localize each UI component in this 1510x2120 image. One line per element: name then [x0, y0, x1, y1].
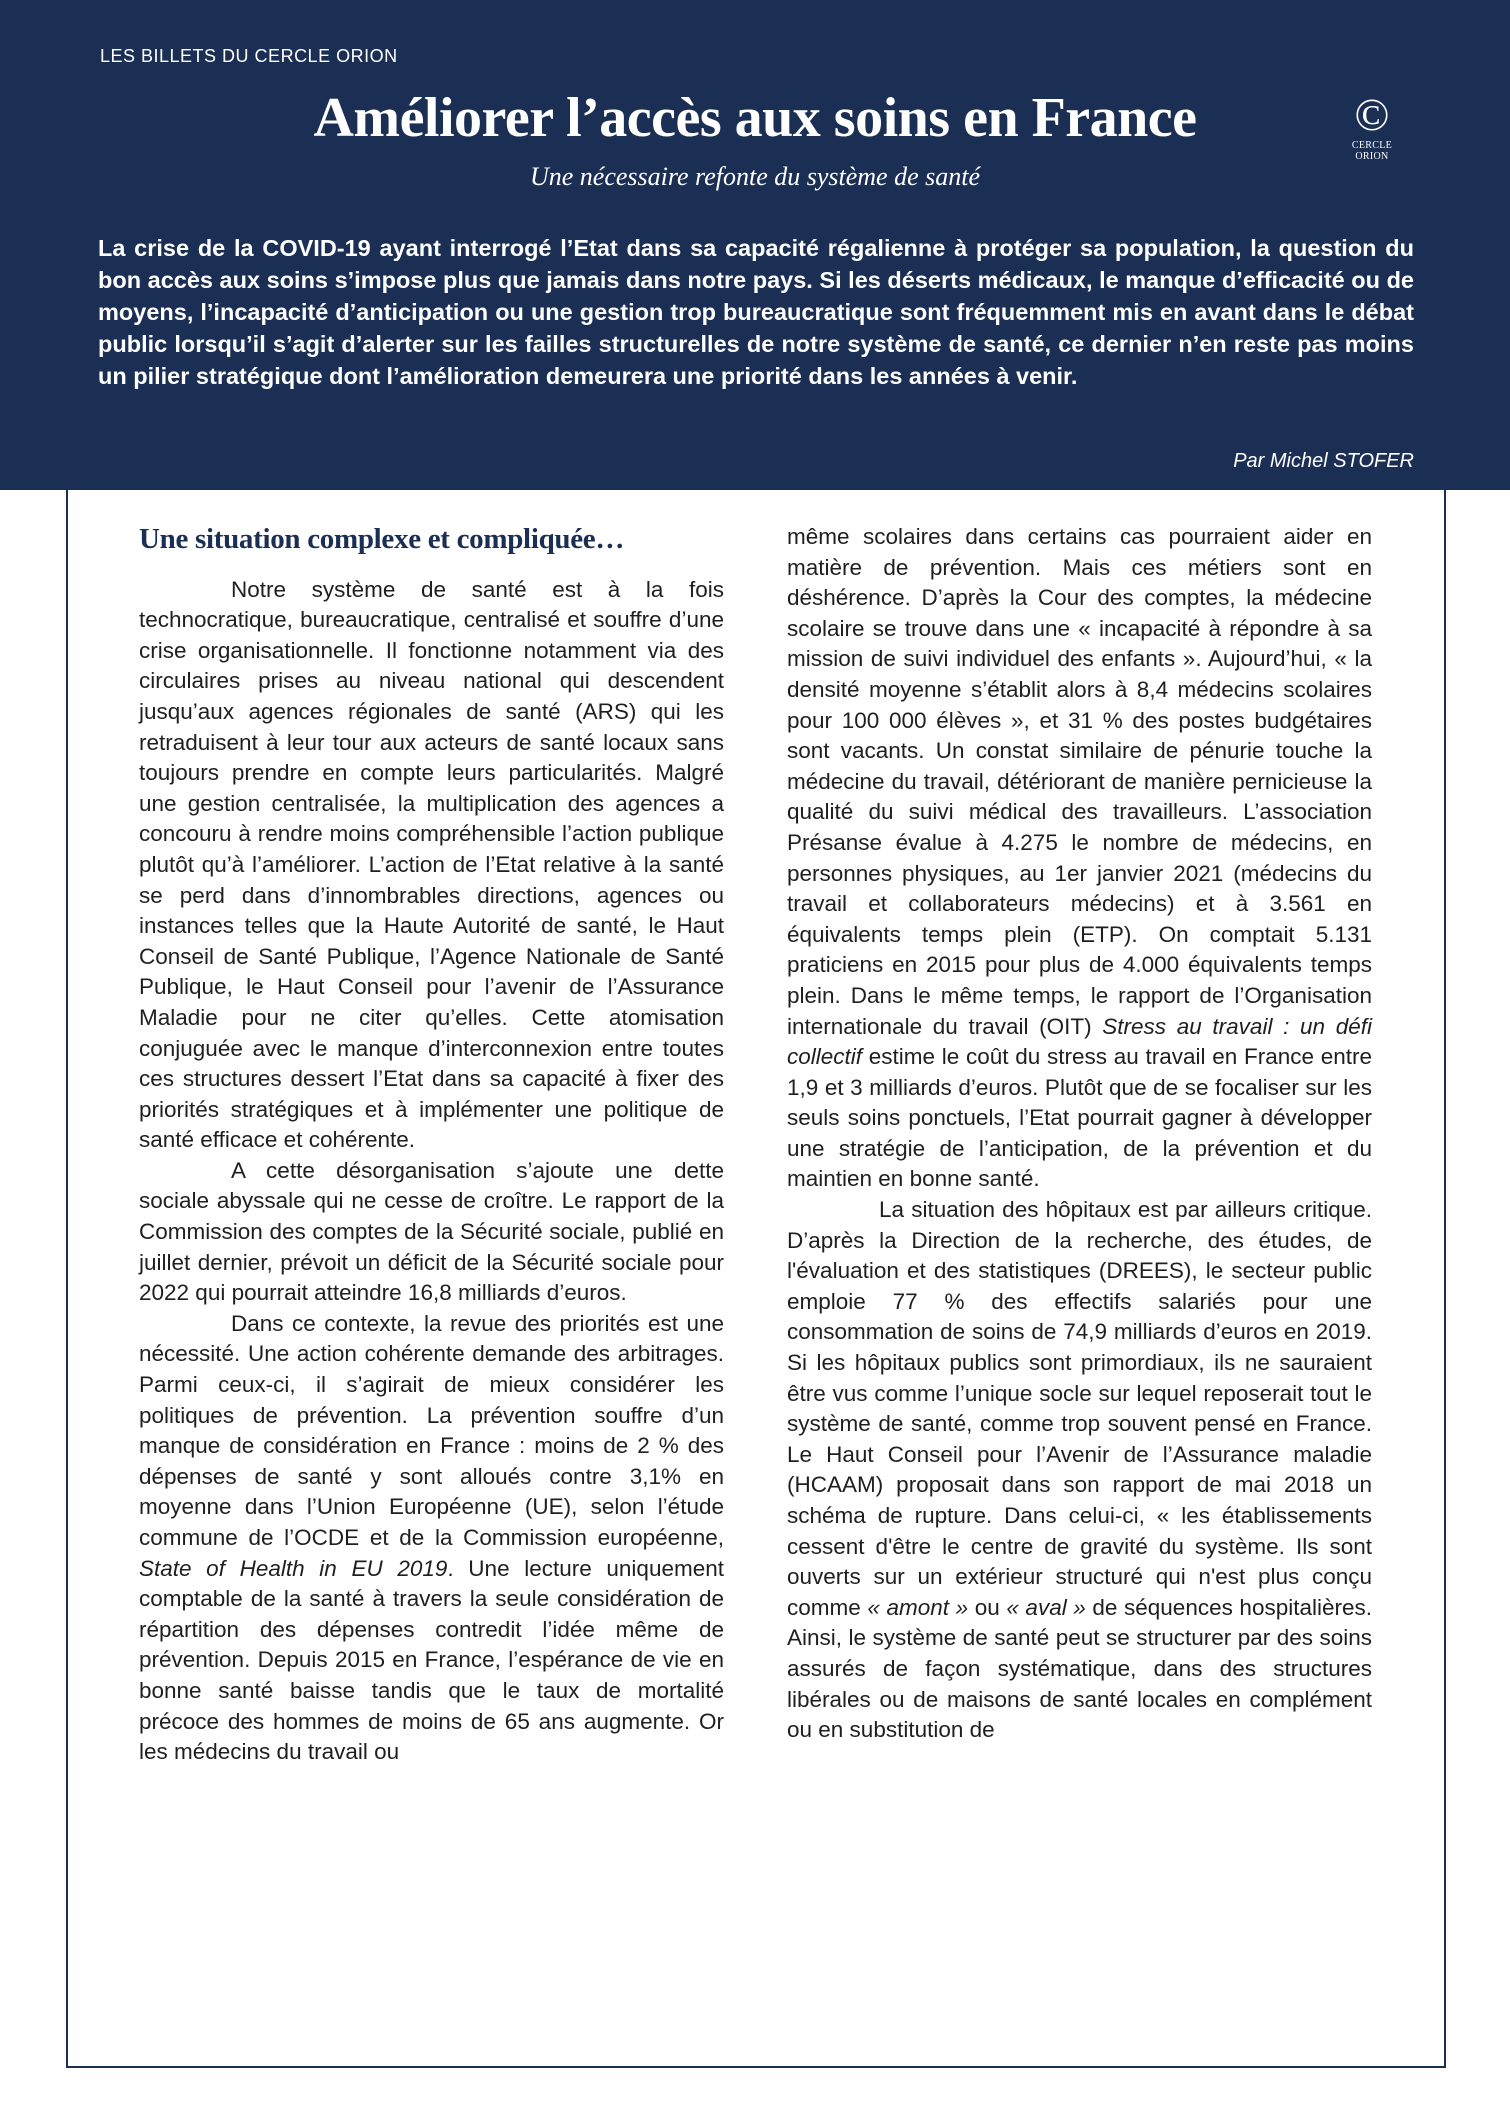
author-byline: Par Michel STOFER: [1233, 450, 1414, 472]
paragraph: [787, 522, 1372, 1195]
page-subtitle: Une nécessaire refonte du système de santé: [529, 162, 981, 191]
emphasis: « aval »: [1006, 1594, 1086, 1620]
paragraph: [787, 1195, 1372, 1746]
logo-mark-icon: ©: [1354, 89, 1390, 140]
text-run: . Une lecture uniquement comptable de la santé à travers la seule considération de répartition des dépenses contredit l’idée même de prévention. Depuis 2015 en France, l’espérance de vie en bonne santé baisse tandis que le taux de mortalité précoce des hommes de moins de 65 ans augmente. Or les médecins du travail ou: [139, 1555, 724, 1765]
report-title: State of Health in EU 2019: [139, 1555, 448, 1581]
paragraph: Notre système de santé est à la fois technocratique, bureaucratique, centralisé et souffre d’une crise organisationnelle. Il fonctionne notamment via des circulaires prises au niveau national qui descendent jusqu’aux agences régionales de santé (ARS) qui les retraduisent à leur tour aux acteurs de santé locaux sans toujours prendre en compte leurs particularités. Malgré une gestion centralisée, la multiplication des agences a concouru à rendre moins compréhensible l’action publique plutôt qu’à l’améliorer. L’action de l’Etat relative à la santé se perd dans d’innombrables directions, agences ou instances telles que la Haute Autorité de santé, le Haut Conseil de Santé Publique, l’Agence Nationale de Santé Publique, le Haut Conseil pour l’avenir de l’Assurance Maladie pour ne citer qu’elles. Cette atomisation conjuguée avec le manque d’interconnexion entre toutes ces structures dessert l’Etat dans sa capacité à fixer des priorités stratégiques et à implémenter une politique de santé efficace et cohérente.: [139, 576, 724, 1153]
text-run: de séquences hospitalières. Ainsi, le système de santé peut se structurer par des soins assurés de façon systématique, dans des structures libérales ou de maisons de santé locales en complément ou en substitution de: [787, 1594, 1373, 1743]
text-run: estime le coût du stress au travail en France entre 1,9 et 3 milliards d’euros. Plutôt que de se focaliser sur les seuls soins ponctuels, l’Etat pourrait gagner à développer une stratégie de l’anticipation, de la prévention et du maintien en bonne santé.: [787, 1044, 1372, 1192]
text-run: Dans ce contexte, la revue des priorités est une nécessité. Une action cohérente demande des arbitrages. Parmi ceux-ci, il s’agirait de mieux considérer les politiques de prévention. La prévention souffre d’un manque de considération en France : moins de 2 % des dépenses de santé y sont alloués contre 3,1% en moyenne dans l’Union Européenne (UE), selon l’étude commune de l’OCDE et de la Commission européenne,: [139, 1310, 724, 1550]
article-column-left: [139, 522, 724, 1768]
text-run: La situation des hôpitaux est par ailleurs critique. D’après la Direction de la recherche, des études, de l'évaluation et des statistiques (DREES), le secteur public emploie 77 % des effectifs salariés pour une consommation de soins de 74,9 milliards d’euros en 2019. Si les hôpitaux publics sont primordiaux, ils ne sauraient être vus comme l’unique socle sur lequel reposerait tout le système de santé, comme trop souvent pensé en France. Le Haut Conseil pour l’Avenir de l’Assurance maladie (HCAAM) proposait dans son rapport de mai 2018 un schéma de rupture. Dans celui-ci, « les établissements cessent d'être le centre de gravité du système. Ils sont ouverts sur un extérieur structuré qui n'est plus conçu comme: [787, 1197, 1372, 1620]
article-column-right: [787, 522, 1372, 1746]
section-title: Une situation complexe et compliquée…: [139, 523, 625, 555]
logo-name: CERCLE ORION: [1351, 140, 1393, 162]
text-run: même scolaires dans certains cas pourraient aider en matière de prévention. Mais ces métiers sont en déshérence. D’après la Cour des comptes, la médecine scolaire se trouve dans une « incapacité à répondre à sa mission de suivi individuel des enfants ». Aujourd’hui, « la densité moyenne s’établit alors à 8,4 médecins scolaires pour 100 000 élèves », et 31 % des postes budgétaires sont vacants. Un constat similaire de pénurie touche la médecine du travail, détériorant de manière pernicieuse la qualité du suivi médical des travailleurs. L’association Présanse évalue à 4.275 le nombre de médecins, en personnes physiques, au 1er janvier 2021 (médecins du travail et collaborateurs médecins) et à 3.561 en équivalents temps plein (ETP). On comptait 5.131 praticiens en 2015 pour plus de 4.000 équivalents temps plein. Dans le même temps, le rapport de l’Organisation internationale du travail (OIT): [787, 524, 1372, 1039]
report-title: Stress au travail : un défi collectif: [787, 1013, 1372, 1070]
series-label: LES BILLETS DU CERCLE ORION: [94, 46, 404, 67]
emphasis: « amont »: [867, 1594, 969, 1620]
paragraph: [139, 1309, 724, 1768]
page-title: Améliorer l’accès aux soins en France: [313, 87, 1197, 149]
lead-paragraph: La crise de la COVID-19 ayant interrogé l’Etat dans sa capacité régalienne à protéger sa population, la question du bon accès aux soins s’impose plus que jamais dans notre pays. Si les déserts médicaux, le manque d’efficacité ou de moyens, l’incapacité d’anticipation ou une gestion trop bureaucratique sont fréquemment mis en avant dans le débat public lorsqu’il s’agit d’alerter sur les failles structurelles de notre système de santé, ce dernier n’en reste pas moins un pilier stratégique dont l’amélioration demeurera une priorité dans les années à venir.: [98, 235, 1414, 389]
paragraph: A cette désorganisation s’ajoute une dette sociale abyssale qui ne cesse de croître. Le rapport de la Commission des comptes de la Sécurité sociale, publié en juillet dernier, prévoit un déficit de la Sécurité sociale pour 2022 qui pourrait atteindre 16,8 milliards d’euros.: [139, 1157, 724, 1306]
text-run: ou: [968, 1594, 1007, 1620]
